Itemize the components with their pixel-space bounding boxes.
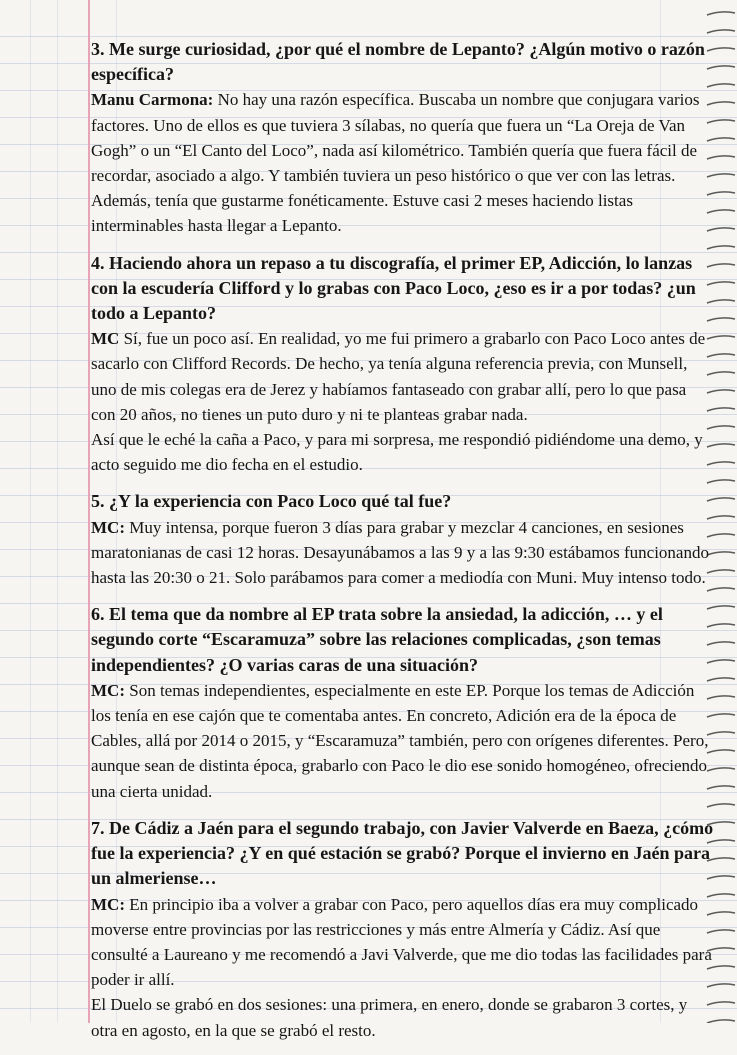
answer-text: Muy intensa, porque fueron 3 días para grabar y mezclar 4 canciones, en sesiones maratonianas de casi 12 horas. Desayunábamos a las 9 y a las 9:30 estábamos funcionando hasta las 20:30 o 21. Solo parábamos para comer a mediodía con Muni. Muy intenso todo.: [91, 517, 709, 588]
spiral-ring: [707, 30, 735, 33]
question-text: 3. Me surge curiosidad, ¿por qué el nombre de Lepanto? ¿Algún motivo o razón específica?: [91, 39, 705, 85]
qa-block: [91, 251, 715, 478]
question-text: 5. ¿Y la experiencia con Paco Loco qué tal fue?: [91, 491, 452, 512]
speaker-label: MC:: [91, 517, 125, 537]
speaker-label: MC:: [91, 680, 125, 700]
question-text: 7. De Cádiz a Jaén para el segundo trabajo, con Javier Valverde en Baeza, ¿cómo fue la experiencia? ¿Y en qué estación se grabó? Porque el invierno en Jaén para un almeriense…: [91, 817, 714, 889]
answer-text: No hay una razón específica. Buscaba un nombre que conjugara varios factores. Uno de ellos es que tuviera 3 sílabas, no quería que fuera un “La Oreja de Van Gogh” o un “El Canto del Loco”, nada así kilométrico. También quería que fuera fácil de recordar, asociado a algo. Y también tuviera un peso histórico o que ver con las letras. Además, tenía que gustarme fonéticamente. Estuve casi 2 meses haciendo listas interminables hasta llegar a Lepanto.: [91, 90, 700, 236]
speaker-label: MC:: [91, 894, 125, 914]
interview-text: [91, 37, 715, 1055]
qa-block: [91, 602, 715, 804]
qa-block: [91, 37, 715, 239]
notebook-grid-line: [30, 0, 31, 1023]
speaker-label: Manu Carmona:: [91, 90, 214, 110]
question-text: 6. El tema que da nombre al EP trata sobre la ansiedad, la adicción, … y el segundo corte “Escaramuza” sobre las relaciones complicadas, ¿son temas independientes? ¿O varias caras de una situación?: [91, 604, 663, 675]
answer-paragraph: [91, 326, 715, 427]
answer-paragraph: [91, 515, 715, 591]
answer-text: Son temas independientes, especialmente en este EP. Porque los temas de Adicción los tenía en ese cajón que te comentaba antes. En concreto, Adición era de la época de Cables, allá por 2014 o 2015, y “Escaramuza” también, pero con orígenes diferentes. Pero, aunque sean de distinta época, grabarlo con Paco le dio ese sonido homogéneo, ofreciendo una cierta unidad.: [91, 680, 709, 801]
notebook-grid-line: [57, 0, 58, 1023]
notebook-margin-line: [88, 0, 90, 1023]
answer-text: Sí, fue un poco así. En realidad, yo me fui primero a grabarlo con Paco Loco antes de sacarlo con Clifford Records. De hecho, ya tenía alguna referencia previa, con Munsell, uno de mis colegas era de Jerez y habíamos fantaseado con grabar allí, pero lo que pasa con 20 años, no tienes un puto duro y ni te planteas grabar nada.: [91, 329, 706, 424]
answer-paragraph: Así que le eché la caña a Paco, y para mi sorpresa, me respondió pidiéndome una demo, y acto seguido me dio fecha en el estudio.: [91, 430, 703, 475]
answer-paragraph: [91, 678, 715, 804]
speaker-label: MC: [91, 329, 120, 349]
answer-paragraph: [91, 892, 715, 993]
spiral-ring: [707, 12, 735, 15]
qa-block: [91, 816, 715, 1043]
answer-paragraph: [91, 87, 715, 238]
answer-paragraph: El Duelo se grabó en dos sesiones: una primera, en enero, donde se grabaron 3 cortes, y otra en agosto, en la que se grabó el resto.: [91, 995, 688, 1040]
question-text: 4. Haciendo ahora un repaso a tu discografía, el primer EP, Adicción, lo lanzas con la escudería Clifford y lo grabas con Paco Loco, ¿eso es ir a por todas? ¿un todo a Lepanto?: [91, 252, 696, 324]
qa-block: [91, 489, 715, 590]
answer-text: En principio iba a volver a grabar con Paco, pero aquellos días era muy complicado moverse entre provincias por las restricciones y más entre Almería y Cádiz. Así que consulté a Laureano y me recomendó a Javi Valverde, que me dio todas las facilidades para poder ir allí.: [91, 894, 712, 990]
